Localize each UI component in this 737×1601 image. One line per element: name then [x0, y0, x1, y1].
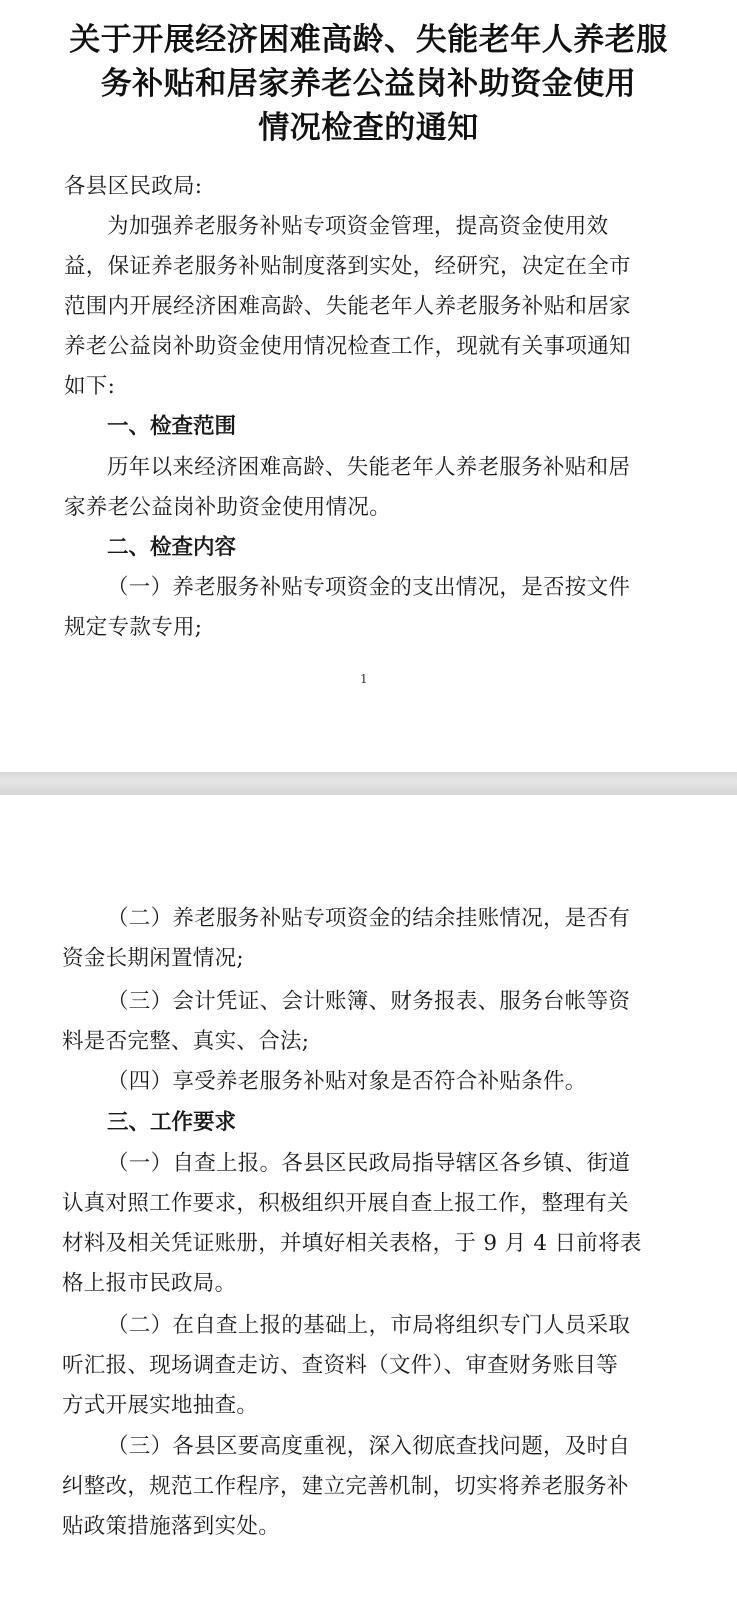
intro-line: 为加强养老服务补贴专项资金管理，提高资金使用效	[107, 214, 609, 239]
section2-item3-line: （三）会计凭证、会计账簿、财务报表、服务台帐等资	[107, 989, 631, 1014]
intro-line: 养老公益岗补助资金使用情况检查工作，现就有关事项通知	[64, 334, 631, 359]
intro-line: 范围内开展经济困难高龄、失能老年人养老服务补贴和居家	[64, 294, 631, 319]
section2-item1-line: （一）养老服务补贴专项资金的支出情况，是否按文件	[107, 575, 631, 600]
page-separator	[0, 772, 737, 795]
document-page-1	[0, 0, 737, 772]
section2-item2-line: 资金长期闲置情况;	[62, 946, 244, 971]
section3-item1-line: （一）自查上报。各县区民政局指导辖区各乡镇、街道	[107, 1151, 631, 1176]
title-line: 情况检查的通知	[258, 110, 479, 146]
section3-item2-line: （二）在自查上报的基础上，市局将组织专门人员采取	[107, 1313, 631, 1338]
section3-item1-line: 材料及相关凭证账册，并填好相关表格，于 9 月 4 日前将表	[62, 1231, 642, 1256]
section3-heading: 三、工作要求	[107, 1110, 237, 1135]
section2-heading: 二、检查内容	[107, 535, 237, 560]
section2-item3-line: 料是否完整、真实、合法;	[62, 1029, 310, 1054]
section3-item2-line: 听汇报、现场调查走访、查资料（文件）、审查财务账目等	[62, 1353, 619, 1378]
section1-line: 家养老公益岗补助资金使用情况。	[64, 495, 392, 520]
page-number: 1	[360, 672, 368, 686]
section3-item2-line: 方式开展实地抽查。	[62, 1393, 259, 1418]
section3-item3-line: 纠整改，规范工作程序，建立完善机制，切实将养老服务补	[62, 1474, 629, 1499]
title-line: 务补贴和居家养老公益岗补助资金使用	[100, 66, 637, 102]
section1-line: 历年以来经济困难高龄、失能老年人养老服务补贴和居	[107, 455, 631, 480]
section3-item1-line: 格上报市民政局。	[62, 1271, 237, 1296]
title-line: 关于开展经济困难高龄、失能老年人养老服	[69, 22, 668, 58]
section1-heading: 一、检查范围	[107, 414, 237, 439]
section2-item1-line: 规定专款专用;	[64, 615, 203, 640]
intro-line: 如下:	[64, 374, 116, 399]
section3-item3-line: （三）各县区要高度重视，深入彻底查找问题，及时自	[107, 1434, 631, 1459]
section3-item3-line: 贴政策措施落到实处。	[62, 1514, 281, 1539]
section2-item2-line: （二）养老服务补贴专项资金的结余挂账情况，是否有	[107, 906, 631, 931]
salutation: 各县区民政局:	[64, 174, 203, 199]
document-title	[0, 0, 737, 150]
section3-item1-line: 认真对照工作要求，积极组织开展自查上报工作，整理有关	[62, 1191, 629, 1216]
intro-line: 益，保证养老服务补贴制度落到实处，经研究，决定在全市	[64, 254, 631, 279]
section2-item4-line: （四）享受养老服务补贴对象是否符合补贴条件。	[107, 1069, 587, 1094]
document-page-2	[0, 795, 737, 1601]
